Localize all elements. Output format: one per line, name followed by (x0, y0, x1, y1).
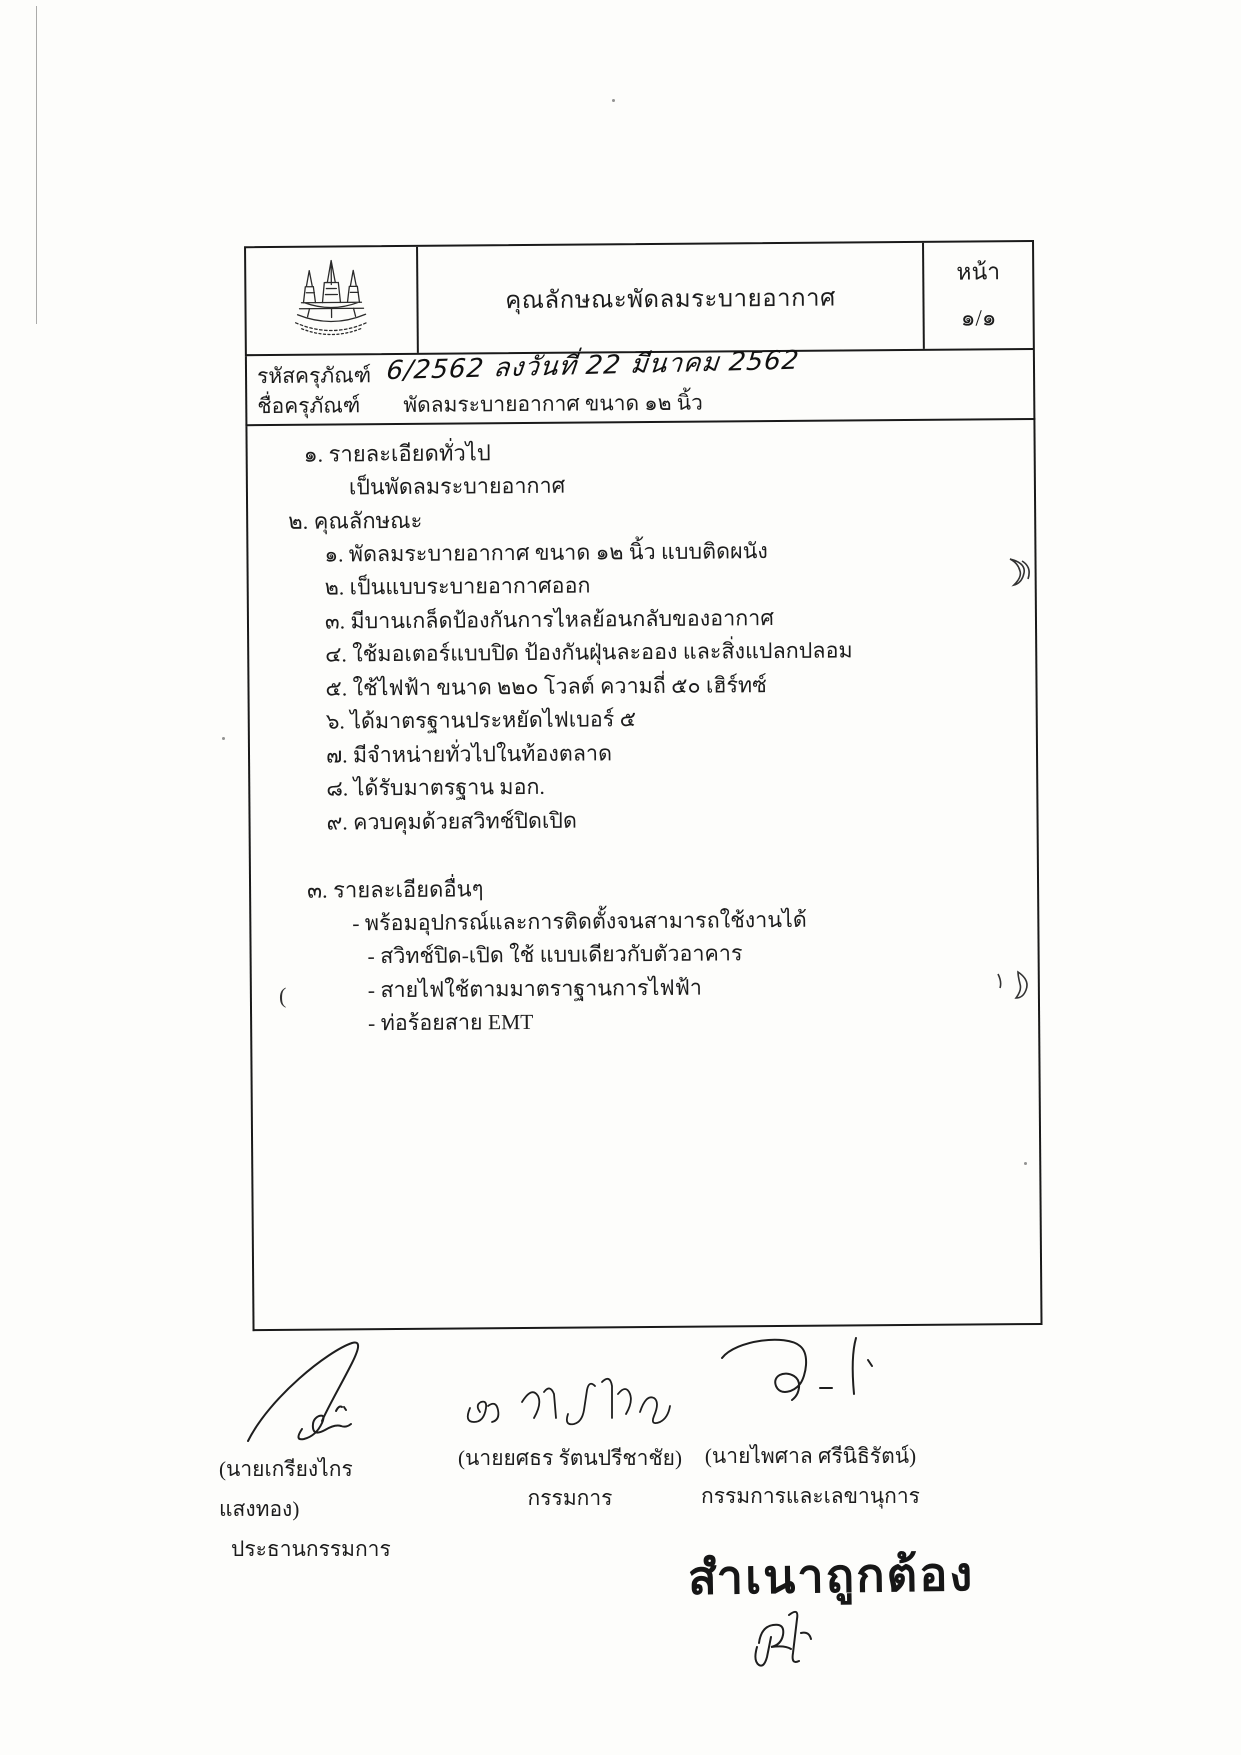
chairman-signature-icon (240, 1337, 400, 1449)
signature-block-chairman (205, 1337, 435, 1569)
scan-dot (222, 737, 225, 740)
other-detail-item: - สวิทช์ปิด-เปิด ใช้ แบบเดียวกับตัวอาคาร (367, 941, 743, 969)
signer-role: กรรมการและเลขานุการ (701, 1484, 920, 1508)
signer-name: (นายเกรียงไกร แสงทอง) (219, 1457, 353, 1521)
spec-item: ๓. มีบานเกล็ดป้องกันการไหลย้อนกลับของอากาศ (324, 605, 775, 634)
document-title: คุณลักษณะพัดลมระบายอากาศ (505, 285, 836, 314)
signer-role: ประธานกรรมการ (231, 1537, 391, 1561)
spec-item: ๔. ใช้มอเตอร์แบบปิด ป้องกันฝุ่นละออง และสิ่งแปลกปลอม (325, 638, 853, 667)
section-1-item: เป็นพัดลมระบายอากาศ (348, 473, 566, 499)
asset-meta-section (245, 345, 1036, 426)
signer-name: (นายยศธร รัตนปรีชาชัย) (458, 1446, 682, 1470)
spec-item: ๖. ได้มาตรฐานประหยัดไฟเบอร์ ๕ (325, 707, 637, 734)
section-1-heading: ๑. รายละเอียดทั่วไป (303, 440, 491, 467)
member-signature-icon (460, 1372, 680, 1438)
page-number-cell (922, 242, 1033, 349)
other-detail-item: - ท่อร้อยสาย EMT (368, 1009, 534, 1036)
other-detail-item: - สายไฟใช้ตามมาตราฐานการไฟฟ้า (367, 975, 703, 1002)
signer-name: (นายไพศาล ศรีนิธิรัตน์) (704, 1444, 917, 1468)
asset-name-value: พัดลมระบายอากาศ ขนาด ๑๒ นิ้ว (403, 390, 704, 417)
specification-table (244, 240, 1042, 1331)
asset-name-row (257, 385, 1033, 421)
spec-item: ๘. ได้รับมาตรฐาน มอก. (326, 774, 545, 801)
asset-name-label: ชื่อครุภัณฑ์ (257, 393, 361, 419)
logo-cell (246, 247, 419, 354)
spec-item: ๕. ใช้ไฟฟ้า ขนาด ๒๒๐ โวลต์ ความถี่ ๕๐ เฮิร์ทซ์ (325, 672, 767, 701)
spec-item: ๙. ควบคุมด้วยสวิทช์ปิดเปิด (326, 808, 577, 835)
scan-dot (612, 99, 615, 102)
page-value: ๑/๑ (960, 305, 997, 331)
asset-code-handwritten-value: 6/2562 ลงวันที่ 22 มีนาคม 2562 (385, 345, 801, 387)
spec-item: ๑. พัดลมระบายอากาศ ขนาด ๑๒ นิ้ว แบบติดผนัง (324, 538, 768, 567)
table-header-row (244, 240, 1035, 356)
secretary-signature-icon (716, 1332, 906, 1436)
signature-block-member (450, 1372, 690, 1518)
spec-item: ๒. เป็นแบบระบายอากาศออก (324, 573, 591, 600)
signer-role: กรรมการ (527, 1486, 613, 1510)
asset-code-label: รหัสครุภัณฑ์ (256, 363, 372, 389)
section-3-heading: ๓. รายละเอียดอื่นๆ (306, 876, 484, 903)
section-2-heading: ๒. คุณลักษณะ (288, 507, 423, 534)
stamp-signature-icon (745, 1597, 825, 1675)
specification-body (245, 420, 1042, 1331)
other-detail-item: - พร้อมอุปกรณ์และการติดตั้งจนสามารถใช้งานได้ (352, 907, 807, 935)
scan-paren-mark: ( (279, 983, 287, 1008)
scan-edge-line (36, 6, 37, 324)
signature-block-secretary (698, 1332, 923, 1516)
spec-item: ๗. มีจำหน่ายทั่วไปในท้องตลาด (325, 740, 613, 768)
certified-copy-stamp: สำเนาถูกต้อง (687, 1547, 975, 1606)
page-label: หน้า (956, 259, 1001, 285)
government-emblem-icon (279, 254, 384, 347)
